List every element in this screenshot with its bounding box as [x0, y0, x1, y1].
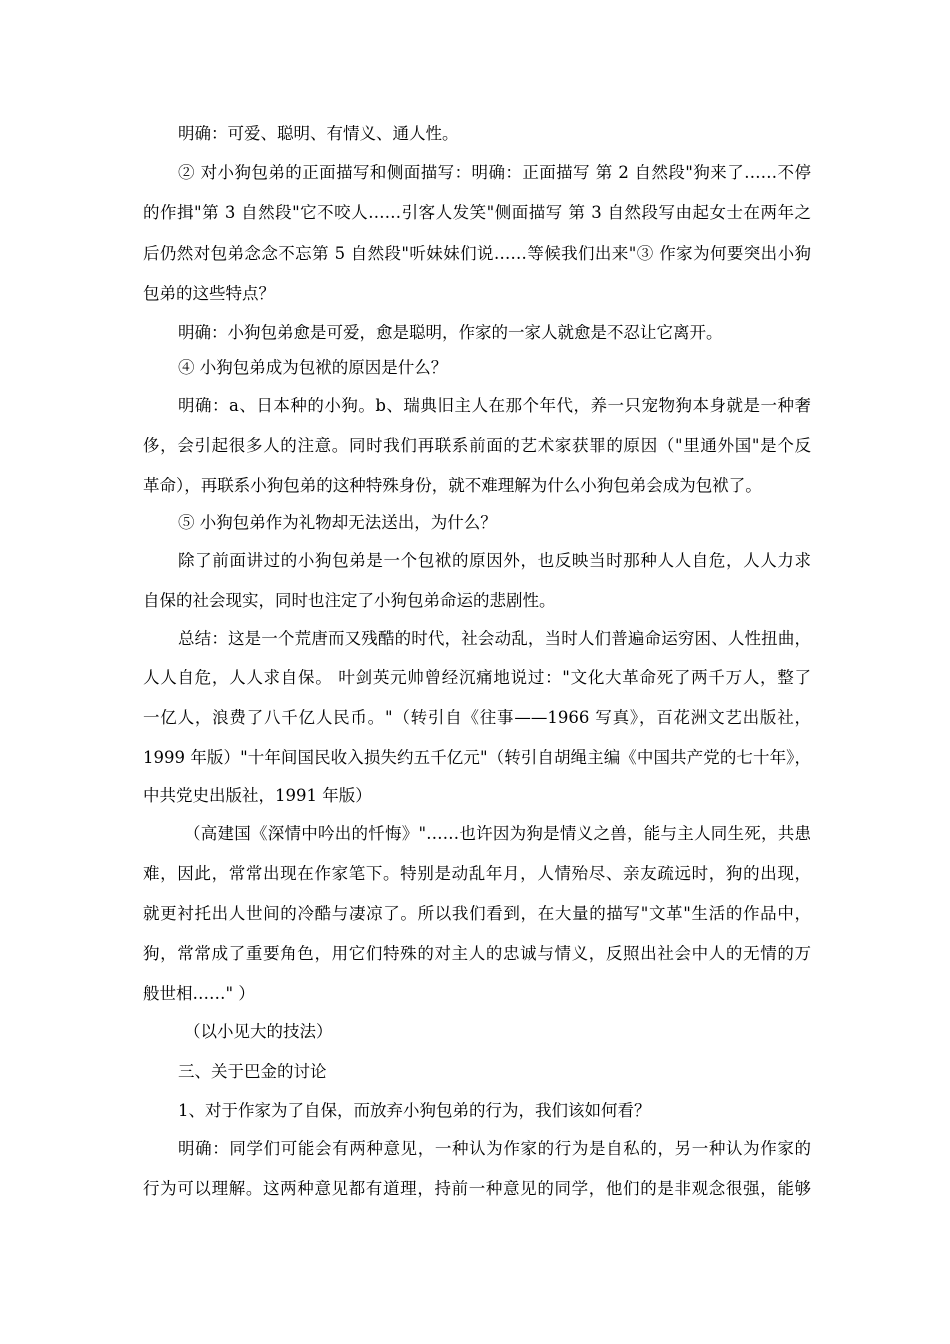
text-line: 行为可以理解。这两种意见都有道理，持前一种意见的同学，他们的是非观念很强，能够	[143, 1179, 811, 1198]
text-line: 自保的社会现实，同时也注定了小狗包弟命运的悲剧性。	[143, 591, 556, 610]
text-line: ④ 小狗包弟成为包袱的原因是什么？	[178, 358, 448, 377]
text-line: （高建国《深情中吟出的忏悔》"……也许因为狗是情义之兽，能与主人同生死，共患	[184, 824, 811, 843]
text-line: 明确：小狗包弟愈是可爱，愈是聪明，作家的一家人就愈是不忍让它离开。	[178, 323, 723, 342]
text-line: 般世相……" ）	[143, 984, 255, 1003]
text-line: 的作揖"第 3 自然段"它不咬人……引客人发笑"侧面描写 第 3 自然段写由起女士在两年之	[143, 203, 811, 222]
text-line: 狗，常常成了重要角色，用它们特殊的对主人的忠诚与情义，反照出社会中人的无情的万	[143, 944, 811, 963]
text-line: 中共党史出版社，1991 年版）	[143, 786, 372, 805]
text-line: 明确：a、日本种的小狗。b、瑞典旧主人在那个年代，养一只宠物狗本身就是一种奢	[178, 396, 811, 415]
text-line: （以小见大的技法）	[184, 1022, 333, 1041]
text-line: 一亿人，浪费了八千亿人民币。"（转引自《往事——1966 写真》，百花洲文艺出版社，	[143, 708, 811, 727]
text-line: 1、对于作家为了自保，而放弃小狗包弟的行为，我们该如何看？	[178, 1101, 651, 1120]
text-line: 就更衬托出人世间的冷酷与凄凉了。所以我们看到，在大量的描写"文革"生活的作品中，	[143, 904, 811, 923]
text-line: 明确：同学们可能会有两种意见，一种认为作家的行为是自私的，另一种认为作家的	[178, 1139, 811, 1158]
text-line: 总结：这是一个荒唐而又残酷的时代，社会动乱，当时人们普遍命运穷困、人性扭曲，	[178, 629, 811, 648]
text-line: ⑤ 小狗包弟作为礼物却无法送出，为什么？	[178, 513, 497, 532]
text-line: 明确：可爱、聪明、有情义、通人性。	[178, 124, 459, 143]
text-line: 1999 年版）"十年间国民收入损失约五千亿元"（转引自胡绳主编《中国共产党的七十年》，	[143, 748, 811, 767]
text-line: 包弟的这些特点？	[143, 284, 275, 303]
text-line: 后仍然对包弟念念不忘第 5 自然段"听妹妹们说……等候我们出来"③ 作家为何要突出小狗	[143, 244, 811, 263]
text-line: 侈，会引起很多人的注意。同时我们再联系前面的艺术家获罪的原因（"里通外国"是个反	[143, 436, 811, 455]
text-line: ② 对小狗包弟的正面描写和侧面描写：明确：正面描写 第 2 自然段"狗来了……不停	[178, 163, 811, 182]
text-line: 难，因此，常常出现在作家笔下。特别是动乱年月，人情殆尽、亲友疏远时，狗的出现，	[143, 864, 811, 883]
text-line: 革命），再联系小狗包弟的这种特殊身份，就不难理解为什么小狗包弟会成为包袱了。	[143, 476, 762, 495]
section-heading: 三、关于巴金的讨论	[178, 1062, 327, 1081]
text-line: 人人自危，人人求自保。 叶剑英元帅曾经沉痛地说过："文化大革命死了两千万人，整了	[143, 668, 811, 687]
text-line: 除了前面讲过的小狗包弟是一个包袱的原因外，也反映当时那种人人自危，人人力求	[178, 551, 811, 570]
